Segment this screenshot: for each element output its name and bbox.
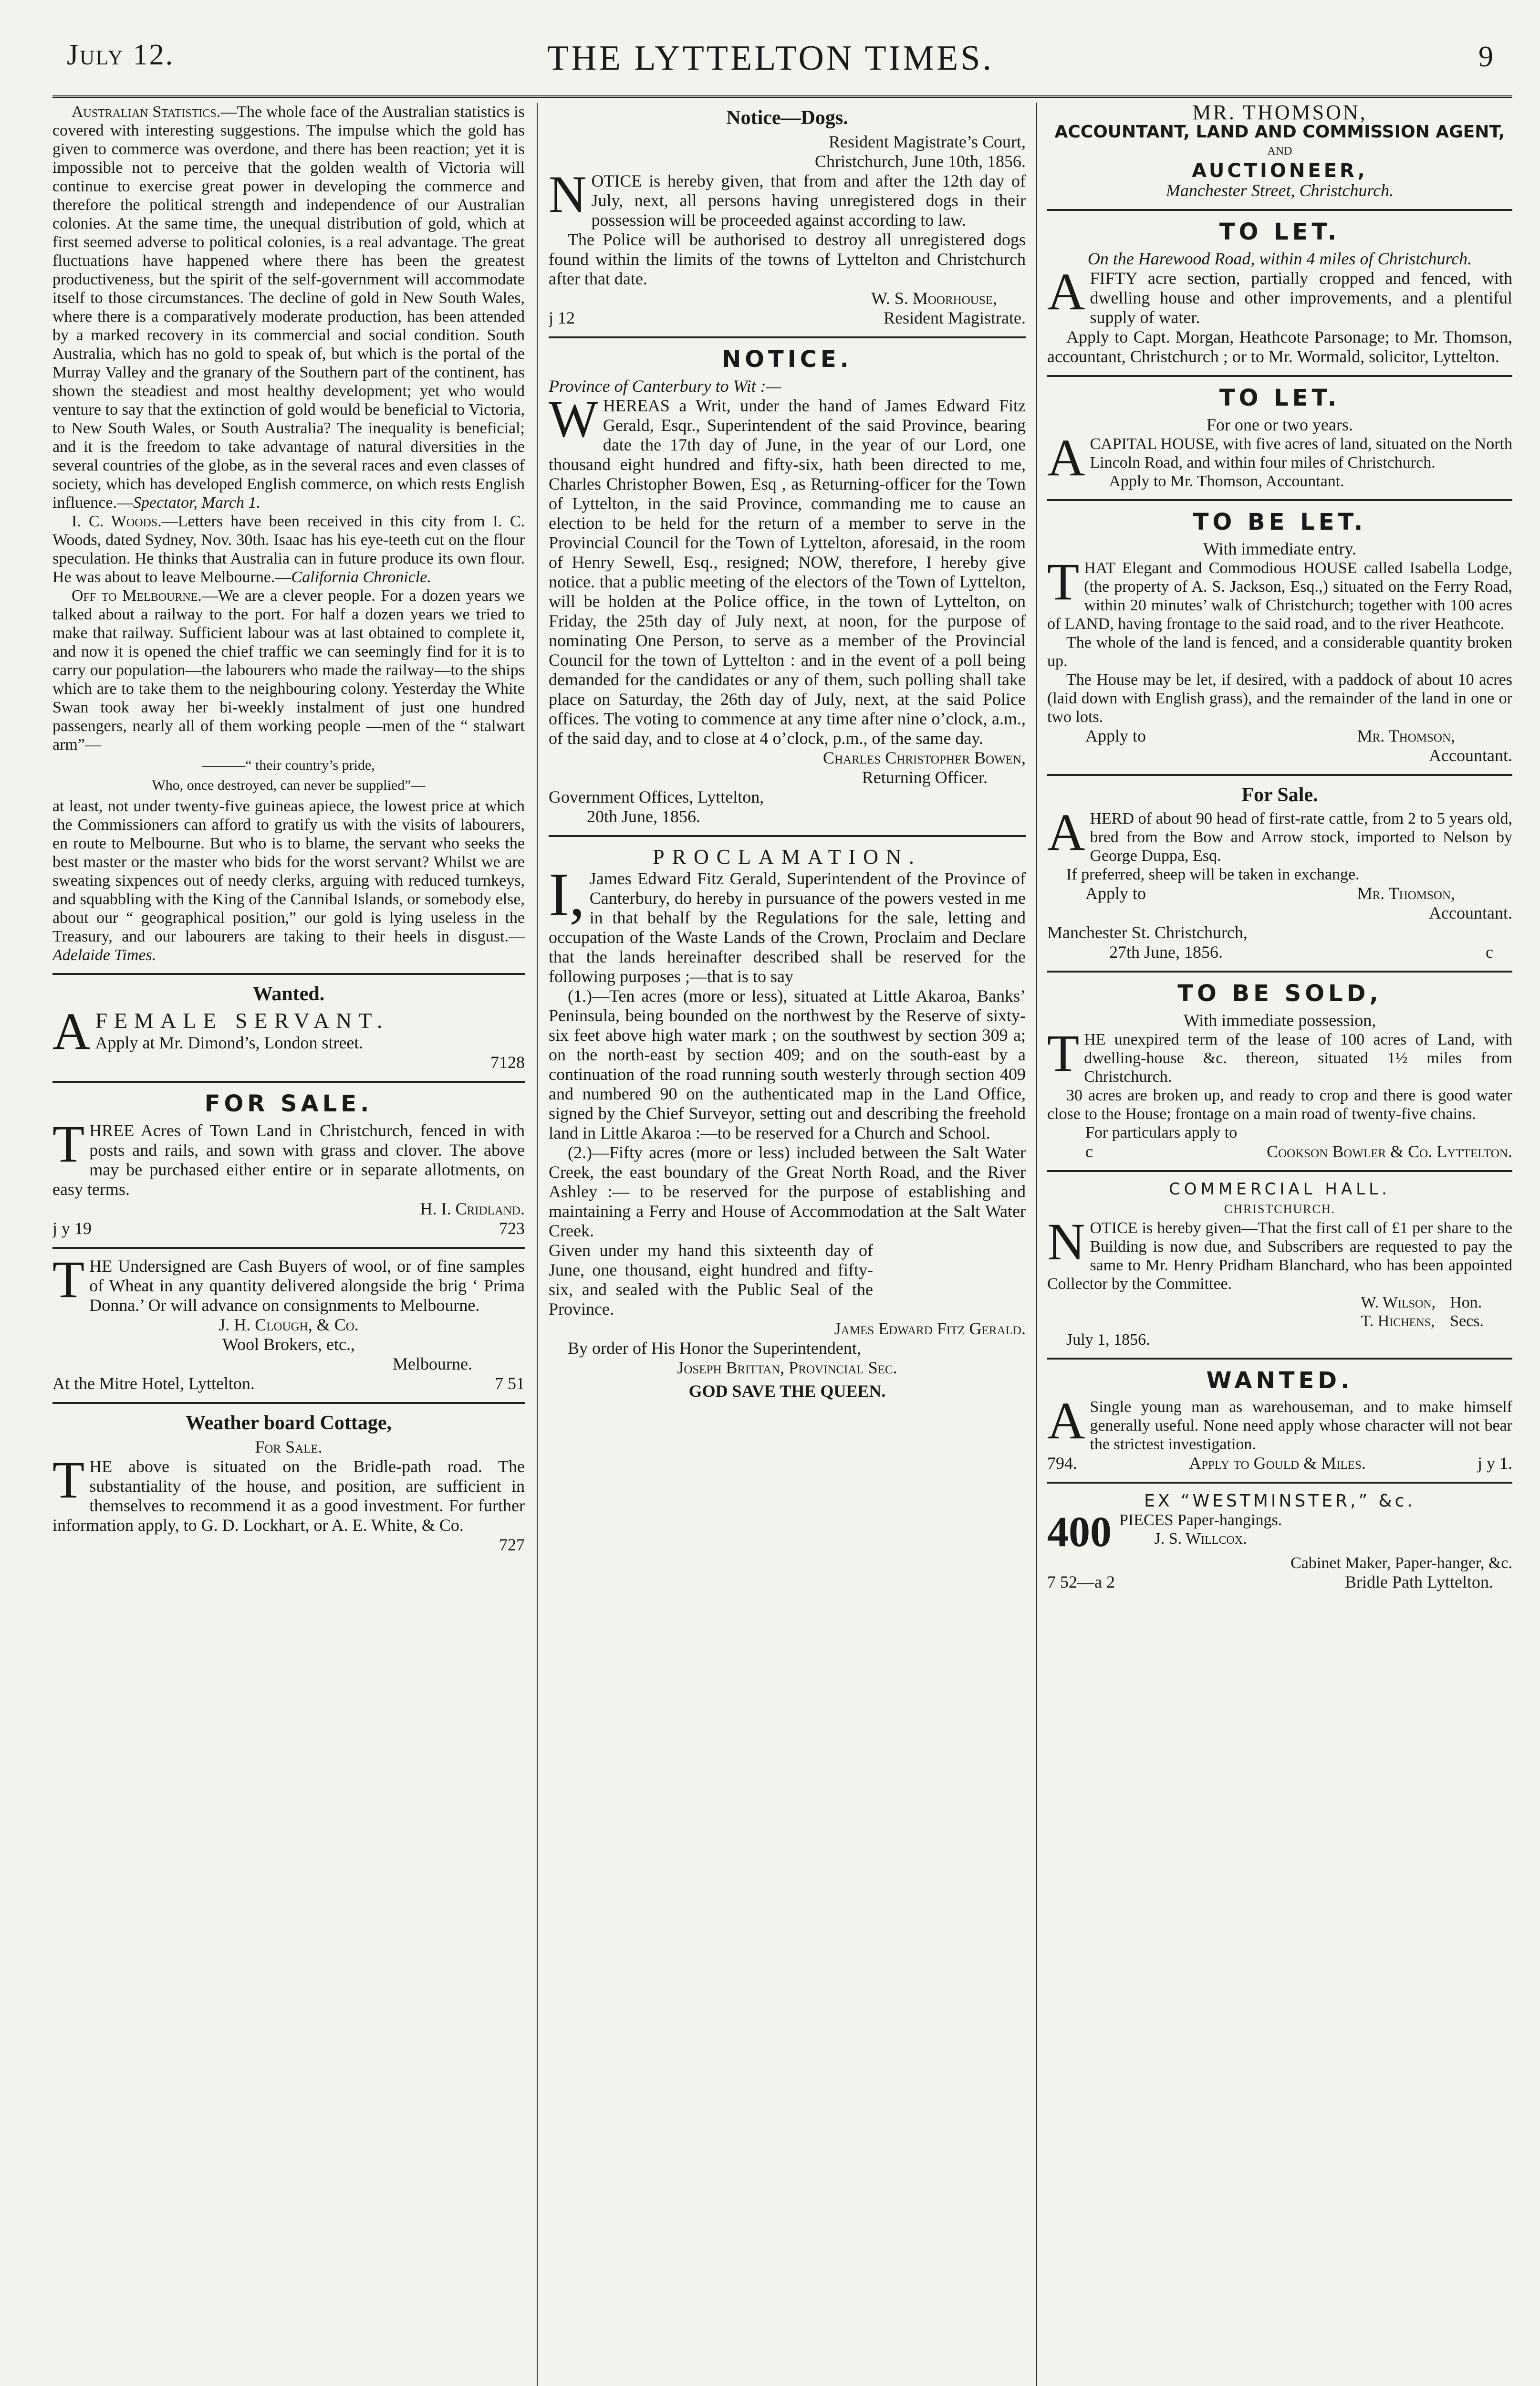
ad-signer: J. H. Clough, & Co. bbox=[219, 1315, 359, 1334]
verse-quote-line: Who, once destroyed, can never be supplied”— bbox=[152, 777, 426, 793]
section-rule bbox=[1047, 209, 1512, 211]
column-3 bbox=[1047, 103, 1512, 2386]
ad-signer: Mr. Thomson, bbox=[1357, 726, 1455, 745]
proclamation-footer: GOD SAVE THE QUEEN. bbox=[688, 1381, 886, 1401]
article-source: Adelaide Times. bbox=[52, 946, 156, 964]
ad-subheading-text: On the Harewood Road, within 4 miles of Christchurch. bbox=[1087, 249, 1472, 268]
section-rule bbox=[549, 835, 1026, 837]
notice-date: 20th June, 1856. bbox=[587, 807, 700, 826]
ad-body: If preferred, sheep will be taken in exchange. bbox=[1066, 866, 1360, 883]
notice-place: Resident Magistrate’s Court, bbox=[829, 132, 1026, 151]
notice-signer: Charles Christopher Bowen, bbox=[823, 748, 1026, 767]
drop-cap: A bbox=[1047, 262, 1085, 321]
section-rule bbox=[549, 336, 1026, 338]
proclamation-heading: PROCLAMATION. bbox=[653, 845, 922, 869]
notice-body: HEREAS a Writ, under the hand of James Edward Fitz Gerald, Esqr., Superintendent of the said Province, bearing date the 17th day of June, in the year of our Lord, one thousand eight hundred and fifty-six, hath been directed to me, Charles Christopher Bowen, Esq , as Returning-officer for the Town of Lyttelton, in the said Province, commanding me to cause an election to be held for the return of a member to serve in the Provincial Council for the Town of Lyttelton, aforesaid, in the room of Henry Sewell, Esq., resigned; NOW, therefore, I hereby give notice. that a public meeting of the electors of the Town of Lyttelton, will be holden at the Police office, in the town of Lyttelton, on Friday, the 25th day of July next, at noon, for the purpose of nominating One Person, to serve as a member of the Provincial Council for the town of Lyttelton : and in the event of a poll being demanded for the candidates or any of them, such polling shall take place on Saturday, the 26th day of July, next, at the said Police offices. The voting to commence at any time after nine o’clock, a.m., of the said day, and to close at 4 o’clock, p.m., of the same day. bbox=[549, 396, 1026, 748]
section-rule bbox=[1047, 1170, 1512, 1172]
drop-cap: I, bbox=[549, 860, 585, 929]
ad-cottage bbox=[52, 1451, 525, 1555]
notice-subheading bbox=[549, 377, 1026, 396]
proclamation-order: By order of His Honor the Superintendent, bbox=[568, 1339, 861, 1358]
article-heading: Australian Statistics. bbox=[72, 103, 221, 121]
article-australian-statistics bbox=[52, 103, 525, 512]
proclamation bbox=[549, 860, 1026, 1401]
ad-apply: Apply to Gould & Miles. bbox=[1189, 1454, 1366, 1473]
drop-cap: A bbox=[52, 1002, 91, 1060]
article-off-to-melbourne bbox=[52, 586, 525, 754]
ad-footer bbox=[52, 1219, 525, 1238]
section-rule bbox=[1047, 971, 1512, 973]
notice-signer: W. S. Moorhouse, bbox=[871, 289, 997, 308]
drop-cap: A bbox=[1047, 803, 1085, 861]
drop-cap: W bbox=[549, 390, 598, 448]
masthead-rule bbox=[52, 95, 1512, 98]
ad-body: HE above is situated on the Bridle-path road. The substantiality of the house, and position, are sufficient in themselves to recommend it as a good investment. For further information apply, to G. D. Lockhart, or A. E. White, & Co. bbox=[52, 1457, 525, 1535]
notice-signer-title: Resident Magistrate. bbox=[884, 308, 1026, 327]
proclamation-clause: (1.)—Ten acres (more or less), situated at Little Akaroa, Banks’ Peninsula, being bounded on the northwest by the Reserve of sixty-six feet above high water mark ; on the southwest by section 309 a; on the north-east by section 409; and on the south-east by a continuation of the road running south westerly through section 409 and numbered 90 on the authenticated map in the Land Office, signed by the Chief Surveyor, setting out and describing the freehold land in Little Akaroa :—to be reserved for a Church and School. bbox=[549, 986, 1026, 1142]
ad-heading: TO BE LET. bbox=[1193, 509, 1367, 535]
ad-signer-title: Accountant. bbox=[1429, 903, 1512, 922]
proclamation-secretary: Joseph Brittan, Provincial Sec. bbox=[677, 1358, 897, 1377]
proclamation-given: Given under my hand this sixteenth day of June, one thousand, eight hundred and fifty-six, and sealed with the Public Seal of the Province. bbox=[549, 1241, 873, 1319]
notice-body: OTICE is hereby given, that from and after the 12th day of July, next, all persons having unregistered dogs in their possession will be proceeded against according to law. bbox=[591, 171, 1026, 230]
agent-address-text: Manchester Street, Christchurch. bbox=[1165, 181, 1394, 200]
column-2 bbox=[549, 103, 1026, 2386]
ad-signer-location: Melbourne. bbox=[393, 1354, 472, 1373]
ad-reference: 7 52—a 2 bbox=[1047, 1572, 1115, 1591]
article-heading: I. C. Woods. bbox=[72, 513, 162, 530]
ad-reference: 794. bbox=[1047, 1454, 1077, 1473]
ad-footer bbox=[1047, 1572, 1512, 1592]
notice-reference: j 12 bbox=[549, 308, 575, 327]
notice-subheading-text: Province of Canterbury to Wit :— bbox=[549, 377, 781, 396]
drop-cap: N bbox=[549, 165, 587, 223]
ad-heading: WANTED. bbox=[1206, 1367, 1353, 1394]
section-rule bbox=[1047, 1358, 1512, 1360]
section-rule bbox=[52, 1402, 525, 1404]
masthead bbox=[29, 33, 1512, 95]
notice-heading: Notice—Dogs. bbox=[726, 107, 848, 129]
drop-cap: A bbox=[1047, 1392, 1085, 1450]
ad-signer: T. Hichens, bbox=[1361, 1312, 1435, 1330]
ad-heading: Weather board Cottage, bbox=[186, 1412, 392, 1434]
notice-body: The Police will be authorised to destroy all unregistered dogs found within the limits of the towns of Lyttelton and Christchurch after that date. bbox=[549, 230, 1026, 288]
ad-body: 30 acres are broken up, and ready to crop and there is good water close to the House; frontage on a main road of twenty-five chains. bbox=[1047, 1087, 1512, 1123]
section-rule bbox=[1047, 1482, 1512, 1484]
ad-subheading: With immediate possession, bbox=[1183, 1011, 1376, 1030]
ad-heading: COMMERCIAL HALL. bbox=[1169, 1180, 1391, 1199]
ad-reference: c bbox=[1085, 1142, 1093, 1161]
ad-herd-for-sale bbox=[1047, 803, 1512, 962]
ad-lease-to-be-sold bbox=[1047, 1024, 1512, 1162]
notice-signer-title: Returning Officer. bbox=[862, 768, 988, 787]
section-rule bbox=[1047, 375, 1512, 377]
ad-to-let-harewood bbox=[1047, 262, 1512, 366]
notice-election bbox=[549, 390, 1026, 827]
ad-signer-names bbox=[1361, 1293, 1436, 1330]
ad-reference: 7128 bbox=[490, 1053, 525, 1072]
ad-apply: Apply to Capt. Morgan, Heathcote Parsonage; to Mr. Thomson, accountant, Christchurch ; or to Mr. Wormald, solicitor, Lyttelton. bbox=[1047, 327, 1512, 366]
ad-signer-role: Hon. bbox=[1450, 1294, 1482, 1311]
ad-body: OTICE is hereby given—That the first call of £1 per share to the Building is now due, and Subscribers are requested to pay the same to Mr. Henry Pridham Blanchard, who has been appointed Collector by the Committee. bbox=[1047, 1219, 1512, 1293]
ad-heading: For Sale. bbox=[1241, 784, 1318, 806]
ad-signers bbox=[1047, 1293, 1512, 1330]
ad-quantity: 400 bbox=[1047, 1508, 1112, 1556]
notice-heading: NOTICE. bbox=[722, 346, 853, 373]
ad-footer bbox=[1047, 726, 1512, 746]
ad-warehouseman-wanted bbox=[1047, 1392, 1512, 1473]
ad-footer bbox=[52, 1374, 525, 1393]
notice-footer bbox=[549, 308, 1026, 328]
ad-body: Single young man as warehouseman, and to make himself generally useful. None need apply whose character will not bear the strictest investigation. bbox=[1090, 1398, 1512, 1453]
ad-paper-hangings bbox=[1047, 1508, 1512, 1556]
page-number: 9 bbox=[1478, 41, 1493, 73]
section-rule bbox=[52, 1247, 525, 1249]
ad-apply: Apply to bbox=[1085, 884, 1146, 903]
ad-body: HAT Elegant and Commodious HOUSE called Isabella Lodge, (the property of A. S. Jackson, Esq.,) situated on the Ferry Road, within 20 minutes’ walk of Christchurch; together with 100 acres of LAND, having frontage to the said road, and to the river Heathcote. bbox=[1047, 559, 1512, 633]
drop-cap: T bbox=[1047, 1024, 1080, 1082]
ad-body: CAPITAL HOUSE, with five acres of land, situated on the North Lincoln Road, and within four miles of Christchurch. bbox=[1090, 435, 1512, 471]
drop-cap: N bbox=[1047, 1213, 1085, 1271]
ad-commercial-hall bbox=[1047, 1213, 1512, 1349]
ad-reference: c bbox=[1486, 942, 1493, 962]
notice-dogs bbox=[549, 165, 1026, 328]
ad-signer-roles bbox=[1450, 1293, 1484, 1330]
ad-reference: 727 bbox=[499, 1535, 525, 1554]
agent-title: AUCTIONEER, bbox=[1192, 160, 1368, 182]
drop-cap: T bbox=[52, 1451, 85, 1509]
proclamation-signer: James Edward Fitz Gerald. bbox=[834, 1319, 1026, 1338]
ad-footer bbox=[1047, 942, 1512, 962]
ad-apply: For particulars apply to bbox=[1085, 1124, 1238, 1141]
ad-title-line: FEMALE SERVANT. bbox=[95, 1008, 389, 1033]
ad-heading: Wanted. bbox=[252, 983, 325, 1005]
ad-place: Manchester St. Christchurch, bbox=[1047, 923, 1248, 942]
ad-town-land bbox=[52, 1115, 525, 1238]
ad-date: July 1, 1856. bbox=[1066, 1331, 1150, 1349]
section-rule bbox=[1047, 499, 1512, 501]
ad-thomson-header bbox=[1047, 103, 1512, 200]
ad-body: Apply at Mr. Dimond’s, London street. bbox=[95, 1033, 364, 1052]
ad-heading: EX “WESTMINSTER,” &c. bbox=[1144, 1491, 1415, 1511]
ad-body: HERD of about 90 head of first-rate cattle, from 2 to 5 years old, bred from the Bow and Arrow stock, imported to Nelson by George Duppa, Esq. bbox=[1090, 810, 1512, 865]
drop-cap: T bbox=[52, 1115, 85, 1173]
ad-heading: TO LET. bbox=[1219, 385, 1341, 411]
notice-date: Christchurch, June 10th, 1856. bbox=[815, 152, 1026, 171]
ad-date: 27th June, 1856. bbox=[1109, 942, 1223, 962]
ad-heading: TO BE SOLD, bbox=[1177, 980, 1382, 1007]
ad-signer: H. I. Cridland. bbox=[420, 1199, 525, 1218]
ad-subheading bbox=[1047, 249, 1512, 269]
ad-subheading: For one or two years. bbox=[1207, 415, 1353, 434]
agent-and: AND bbox=[1267, 145, 1292, 157]
ad-signer-trade: Cabinet Maker, Paper-hanger, &c. bbox=[1290, 1554, 1512, 1572]
section-rule bbox=[52, 1081, 525, 1083]
ad-body: The whole of the land is fenced, and a considerable quantity broken up. bbox=[1047, 634, 1512, 670]
proclamation-body: James Edward Fitz Gerald, Superintendent of the Province of Canterbury, do hereby in pursuance of the powers vested in me in that behalf by the Regulations for the sale, letting and occupation of the Waste Lands of the Crown, Proclaim and Declare that the lands hereinafter described shall be reserved for the following purposes ;—that is to say bbox=[549, 869, 1026, 986]
ad-body: HE unexpired term of the lease of 100 acres of Land, with dwelling-house &c. thereon, situated 1½ miles from Christchurch. bbox=[1084, 1031, 1512, 1086]
ad-date-ref: j y 1. bbox=[1477, 1454, 1512, 1473]
proclamation-clause: (2.)—Fifty acres (more or less) included between the Salt Water Creek, the east boundary of the Great North Road, and the River Ashley :— to be reserved for the purpose of establishing and maintaining a Ferry and House of Accommodation at the Salt Water Creek. bbox=[549, 1143, 1026, 1240]
article-body: at least, not under twenty-five guineas apiece, the lowest price at which the Commissioners can afford to gratify us with the visits of labourers, en route to Melbourne. But who is to blame, the servant who seeks the best master or the master who bids for the worst servant? Whilst we are sweating sixpences out of needy clerks, arguing with reduced turnkeys, and squabbling with the King of the Cannibal Islands, or somebody else, about our “ geographical position,” our gold is lying useless in the Treasury, and our labourers are taking to their heels in disgust.— bbox=[52, 797, 525, 945]
article-body: —The whole face of the Australian statistics is covered with interesting suggestions. The impulse which the gold has given to commerce was overdone, and there has been reaction; yet it is impossible not to perceive that the golden wealth of Victoria will continue to exercise great power in developing the commerce and therefore the political strength and independence of our Australian colonies. At the same time, the unequal distribution of gold, which at first seemed adverse to political colonies, is a real advantage. The great fluctuations have happened where there has been the greatest productiveness, but the spirit of the self-government will accommodate itself to those circumstances. The decline of gold in New South Wales, where there is a comparatively moderate production, has been attended by a marked recovery in its commercial and social condition. South Australia, which has no gold to speak of, but which is the portal of the Murray Valley and the granary of the Southern part of the continent, has shown the steadiest and most healthy development; yet who would venture to say that the extinction of gold would be beneficial to Victoria, to New South Wales, or South Australia? The inequality is beneficial; and it is the freedom to take advantage of natural diversities in the several countries of the globe, as in the several races and even classes of society, which has developed English commerce, on which rests English influence.— bbox=[52, 103, 525, 512]
ad-signer: J. S. Willcox. bbox=[1154, 1530, 1247, 1548]
ad-signer-role: Wool Brokers, etc., bbox=[222, 1335, 355, 1354]
ad-location: At the Mitre Hotel, Lyttelton. bbox=[52, 1374, 255, 1393]
ad-reference: 723 bbox=[499, 1219, 525, 1238]
ad-body: HREE Acres of Town Land in Christchurch, fenced in with posts and rails, and sown with grass and clover. The above may be purchased either entire or in separate allotments, on easy terms. bbox=[52, 1121, 525, 1199]
ad-isabella-lodge bbox=[1047, 553, 1512, 765]
ad-address: Bridle Path Lyttelton. bbox=[1345, 1572, 1493, 1591]
ad-apply: Apply to bbox=[1085, 726, 1146, 745]
ad-female-servant bbox=[52, 1002, 525, 1072]
ad-heading: TO LET. bbox=[1219, 219, 1341, 245]
ad-subheading: CHRISTCHURCH. bbox=[1224, 1202, 1336, 1216]
article-heading: Off to Melbourne. bbox=[72, 587, 202, 605]
article-source: Spectator, March 1. bbox=[133, 494, 260, 512]
ad-subheading: With immediate entry. bbox=[1203, 539, 1357, 558]
article-woods bbox=[52, 512, 525, 586]
article-continuation bbox=[52, 797, 525, 964]
ad-footer bbox=[1047, 1142, 1512, 1162]
article-body: —Letters have been received in this city from I. C. Woods, dated Sydney, Nov. 30th. Isaac has his eye-teeth cut on the flour speculation. He thinks that Australia can in future produce its own flour. He was about to leave Melbourne.— bbox=[52, 513, 525, 586]
article-source: California Chronicle. bbox=[291, 568, 431, 586]
ad-heading: FOR SALE. bbox=[204, 1090, 373, 1117]
agent-title: ACCOUNTANT, LAND AND COMMISSION AGENT, bbox=[1054, 122, 1505, 142]
newspaper-title: THE LYTTELTON TIMES. bbox=[547, 39, 994, 78]
column-divider bbox=[1036, 103, 1037, 2386]
drop-cap: T bbox=[52, 1250, 85, 1308]
section-rule bbox=[1047, 774, 1512, 776]
agent-name: MR. THOMSON, bbox=[1192, 103, 1367, 124]
issue-date: July 12. bbox=[67, 39, 175, 71]
ad-reference: 7 51 bbox=[495, 1374, 525, 1393]
notice-place: Government Offices, Lyttelton, bbox=[549, 787, 764, 806]
ad-signer: Mr. Thomson, bbox=[1357, 884, 1455, 903]
ad-signer: Cookson Bowler & Co. Lyttelton. bbox=[1267, 1142, 1512, 1161]
drop-cap: T bbox=[1047, 553, 1080, 611]
ad-paper-hangings-text bbox=[1119, 1511, 1282, 1548]
ad-body: PIECES Paper-hangings. bbox=[1119, 1511, 1282, 1529]
column-1 bbox=[52, 103, 525, 2386]
ad-signer-title: Accountant. bbox=[1429, 746, 1512, 765]
section-rule bbox=[52, 973, 525, 975]
ad-subheading: For Sale. bbox=[255, 1437, 323, 1456]
ad-body: The House may be let, if desired, with a paddock of about 10 acres (laid down with English grass), and the remainder of the land in one or two lots. bbox=[1047, 671, 1512, 726]
ad-footer bbox=[1047, 1454, 1512, 1473]
drop-cap: A bbox=[1047, 429, 1085, 487]
ad-apply: Apply to Mr. Thomson, Accountant. bbox=[1109, 472, 1344, 490]
ad-signer: W. Wilson, bbox=[1361, 1294, 1436, 1311]
verse-quote-line: ———“ their country’s pride, bbox=[202, 757, 375, 773]
article-body: —We are a clever people. For a dozen years we talked about a railway to the port. For half a dozen years we tried to make that railway. Sufficient labour was at last obtained to complete it, and now it is opened the chief traffic we can seemingly find for it is to carry our population—the labourers who made the railway—to the ships which are to take them to the neighbouring colony. Yesterday the White Swan took away her bi-weekly instalment of just one hundred passengers, nearly all of them working people —men of the “ stalwart arm”— bbox=[52, 587, 525, 753]
ad-cash-buyers bbox=[52, 1250, 525, 1393]
ad-body: HE Undersigned are Cash Buyers of wool, or of fine samples of Wheat in any quantity delivered alongside the brig ‘ Prima Donna.’ Or will advance on consignments to Melbourne. bbox=[89, 1256, 525, 1315]
ad-body: FIFTY acre section, partially cropped and fenced, with dwelling house and other improvements, and a plentiful supply of water. bbox=[1090, 269, 1512, 327]
column-divider bbox=[537, 103, 538, 2386]
ad-date-ref: j y 19 bbox=[52, 1219, 92, 1238]
ad-to-let-capital-house bbox=[1047, 429, 1512, 491]
ad-signer-role: Secs. bbox=[1450, 1312, 1484, 1330]
ad-footer bbox=[1047, 884, 1512, 903]
agent-address bbox=[1047, 181, 1512, 200]
